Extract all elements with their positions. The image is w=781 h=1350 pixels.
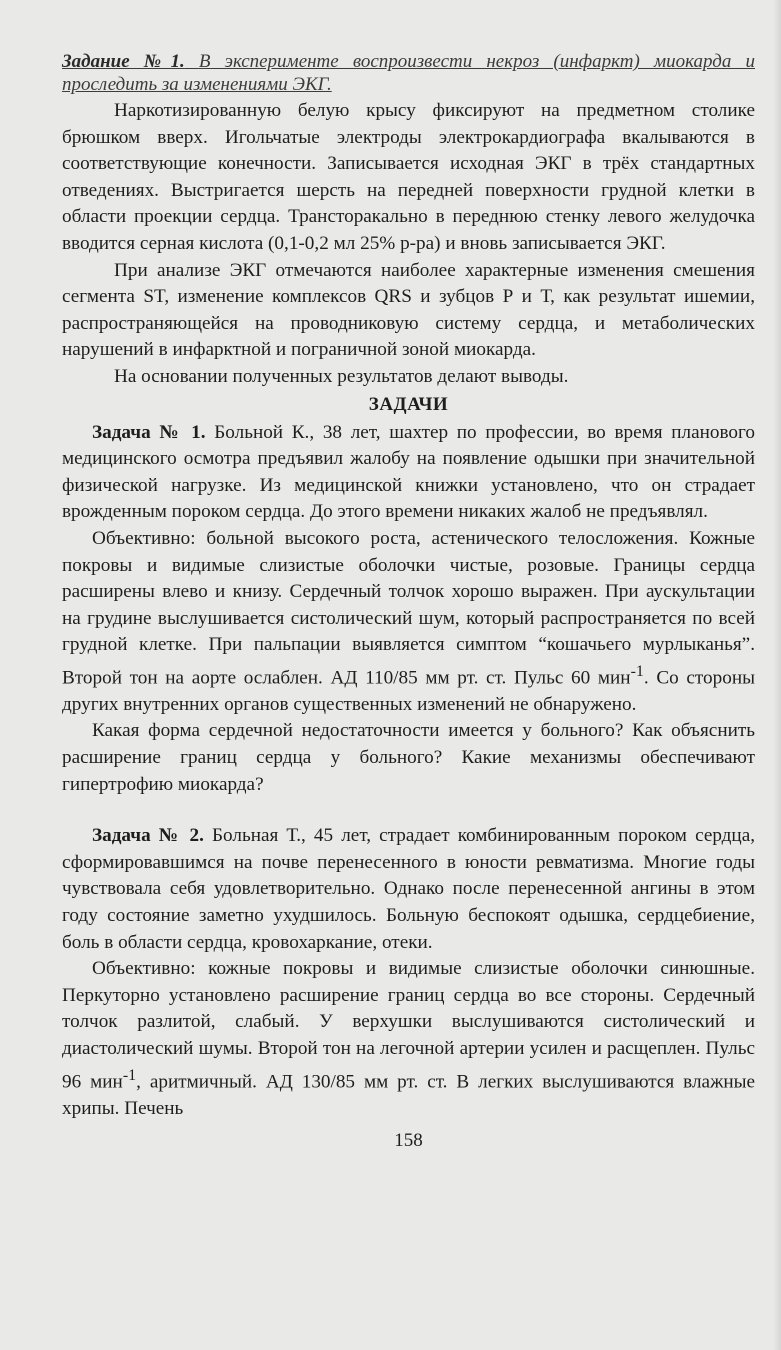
page-number: 158 [394, 1130, 423, 1152]
task1-label: Задача № 1. [92, 421, 206, 443]
task1-objective-text: Объективно: больной высокого роста, астенического телосложения. Кожные покровы и видимые слизистые оболочки чистые, розовые. Границы сердца расширены влево и книзу. Сердечный толчок хорошо выражен. При аускультации на грудине выслушивается систолический шум, который распространяется по всей грудной клетке. При пальпации выявляется симптом “кошачьего мурлыканья”. Второй тон на аорте ослаблен. АД 110/85 мм рт. ст. Пульс 60 мин [62, 527, 755, 689]
task2-objective-end: , аритмичный. АД 130/85 мм рт. ст. В легких выслушиваются влажные хрипы. Печень [62, 1070, 756, 1119]
assignment-title-text: В эксперименте воспроизвести некроз (инфаркт) миокарда и проследить за изменениями ЭКГ. [62, 51, 755, 95]
procedure-paragraph: Наркотизированную белую крысу фиксируют на предметном столике брюшком вверх. Игольчатые электроды электрокардиографа вкалываются в соответствующие конечности. Записывается исходная ЭКГ в трёх стандартных отведениях. Выстригается шерсть на передней поверхности грудной клетки в области проекции сердца. Трансторакально в переднюю стенку левого желудочка вводится серная кислота (0,1-0,2 мл 25% р-ра) и вновь записывается ЭКГ. [62, 100, 755, 254]
section-heading: ЗАДАЧИ [368, 393, 449, 415]
task2-objective-sup: -1 [122, 1066, 137, 1084]
task1-objective [62, 526, 755, 719]
task2-objective [62, 956, 755, 1122]
task1-questions: Какая форма сердечной недостаточности имеется у больного? Как объяснить расширение границ сердца у больного? Какие механизмы обеспечивают гипертрофию миокарда? [62, 720, 755, 795]
assignment-label: Задание №1. [62, 51, 185, 72]
page-edge-shadow [773, 0, 781, 1350]
task2-intro [62, 823, 755, 956]
task2-intro-text: Больная Т., 45 лет, страдает комбинированным пороком сердца, сформировавшимся на почве перенесенного в юности ревматизма. Многие годы чувствовала себя удовлетворительно. Однако после перенесенной ангины в этом году состояние заметно ухудшилось. Больную беспокоят одышка, сердцебиение, боль в области сердца, кровохаркание, отеки. [62, 825, 756, 953]
task2-objective-text: Объективно: кожные покровы и видимые слизистые оболочки синюшные. Перкуторно установлено расширение границ сердца во все стороны. Сердечный толчок разлитой, слабый. У верхушки выслушиваются систолический и диастолический шумы. Второй тон на легочной артерии усилен и расщеплен. Пульс 96 мин [62, 958, 755, 1092]
task1-intro-text: Больной К., 38 лет, шахтер по профессии, во время планового медицинского осмотра предъявил жалобу на появление одышки при значительной физической нагрузке. Из медицинской книжки установлено, что он страдает врожденным пороком сердца. До этого времени никаких жалоб не предъявлял. [62, 421, 755, 523]
task1-objective-sup: -1 [630, 662, 644, 680]
spacer [62, 798, 755, 823]
task1-intro [62, 420, 755, 526]
task1-objective-end: . Со стороны других внутренних органов существенных изменений не обнаружено. [62, 667, 755, 715]
assignment-title [62, 50, 755, 96]
analysis-paragraph: При анализе ЭКГ отмечаются наиболее характерные изменения смешения сегмента ST, изменение комплексов QRS и зубцов Р и Т, как результат ишемии, распространяющейся на проводниковую систему сердца, и метаболических нарушений в инфарктной и пограничной зоной миокарда. [62, 259, 755, 361]
task2-label: Задача № 2. [92, 825, 204, 847]
conclusion-paragraph: На основании полученных результатов делают выводы. [114, 365, 569, 387]
